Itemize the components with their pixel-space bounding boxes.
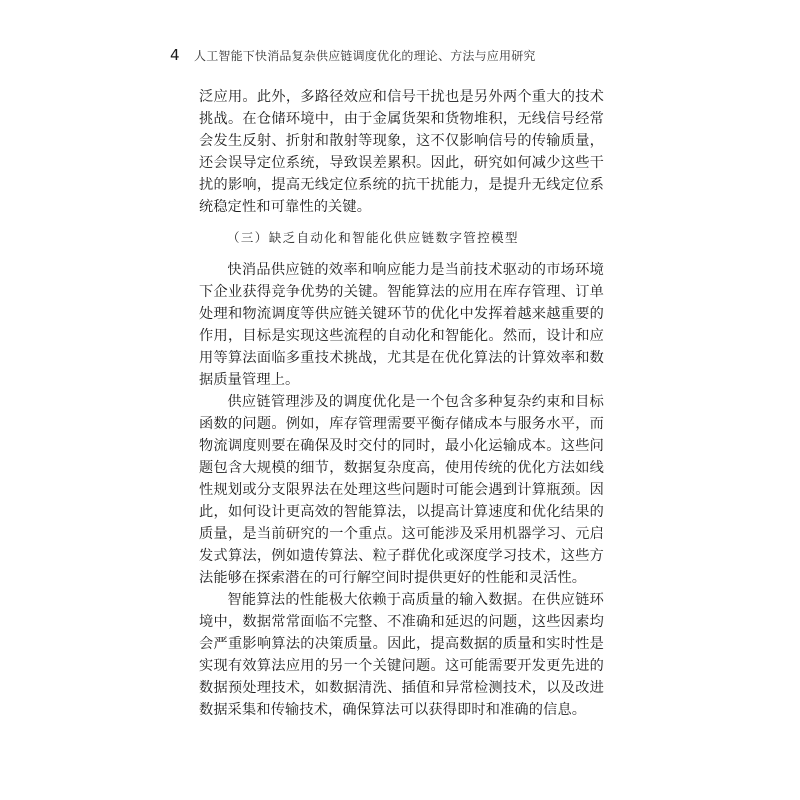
running-head-title: 人工智能下快消品复杂供应链调度优化的理论、方法与应用研究: [194, 48, 536, 63]
paragraph-continued: 泛应用。此外，多路径效应和信号干扰也是另外两个重大的技术挑战。在仓储环境中，由于金属货架和货物堆积，无线信号经常会发生反射、折射和散射等现象，这不仅影响信号的传输质量，还会误导定位系统，导致误差累积。因此，研究如何减少这些干扰的影响，提高无线定位系统的抗干扰能力，是提升无线定位系统稳定性和可靠性的关键。: [199, 89, 604, 215]
running-head: [170, 44, 630, 66]
page-number: 4: [170, 46, 180, 64]
paragraph: 供应链管理涉及的调度优化是一个包含多种复杂约束和目标函数的问题。例如，库存管理需要平衡存储成本与服务水平，而物流调度则要在确保及时交付的同时，最小化运输成本。这些问题包含大规模的细节，数据复杂度高，使用传统的优化方法如线性规划或分支限界法在处理这些问题时可能会遇到计算瓶颈。因此，如何设计更高效的智能算法，以提高计算速度和优化结果的质量，是当前研究的一个重点。这可能涉及采用机器学习、元启发式算法，例如遗传算法、粒子群优化或深度学习技术，这些方法能够在探索潜在的可行解空间时提供更好的性能和灵活性。: [199, 394, 604, 586]
paragraph: 快消品供应链的效率和响应能力是当前技术驱动的市场环境下企业获得竞争优势的关键。智能算法的应用在库存管理、订单处理和物流调度等供应链关键环节的优化中发挥着越来越重要的作用，目标是实现这些流程的自动化和智能化。然而，设计和应用等算法面临多重技术挑战，尤其是在优化算法的计算效率和数据质量管理上。: [199, 262, 604, 388]
paragraph: 智能算法的性能极大依赖于高质量的输入数据。在供应链环境中，数据常常面临不完整、不准确和延迟的问题，这些因素均会严重影响算法的决策质量。因此，提高数据的质量和实时性是实现有效算法应用的另一个关键问题。这可能需要开发更先进的数据预处理技术，如数据清洗、插值和异常检测技术，以及改进数据采集和传输技术，确保算法可以获得即时和准确的信息。: [199, 592, 604, 718]
body-text: [199, 86, 604, 721]
section-heading: （三）缺乏自动化和智能化供应链数字管控模型: [227, 230, 519, 245]
